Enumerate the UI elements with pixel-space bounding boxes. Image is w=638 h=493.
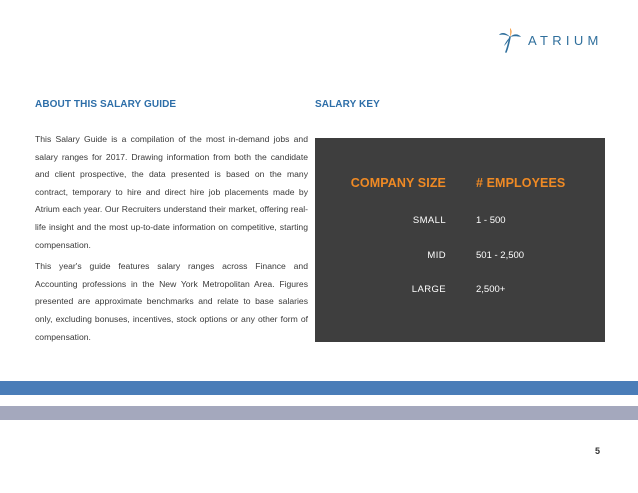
employees-cell: 1 - 500 xyxy=(476,215,506,226)
employees-cell: 2,500+ xyxy=(476,284,506,295)
company-size-cell: MID xyxy=(427,250,446,261)
column-header-company-size: COMPANY SIZE xyxy=(350,176,446,190)
about-paragraph-1: This Salary Guide is a compilation of the most in-demand jobs and salary ranges for 2017. Drawing information from both the candidate and client prospective, the data presented is based on the many contract, temporary to hire and direct hire job placements made by Atrium each year. Our Recruiters understand their market, offering real-life insight and the most up-to-date information on competitive, starting compensation. xyxy=(35,134,308,250)
palm-tree-icon xyxy=(498,27,522,53)
about-heading: ABOUT THIS SALARY GUIDE xyxy=(35,99,177,110)
footer-band-gray xyxy=(0,406,638,420)
about-body xyxy=(35,131,308,346)
about-paragraph-2: This year's guide features salary ranges across Finance and Accounting professions in the New York Metropolitan Area. Figures presented are approximate benchmarks and relate to base salaries only, excluding bonuses, incentives, stock options or any other form of compensation. xyxy=(35,261,308,342)
column-header-employees: # EMPLOYEES xyxy=(476,176,566,190)
table-row xyxy=(315,284,605,304)
salary-key-heading: SALARY KEY xyxy=(315,99,380,110)
logo-wordmark: ATRIUM xyxy=(528,32,603,48)
table-row xyxy=(315,215,605,235)
company-size-cell: LARGE xyxy=(411,284,446,295)
employees-cell: 501 - 2,500 xyxy=(476,250,525,261)
page-number: 5 xyxy=(595,446,601,456)
salary-key-table xyxy=(315,138,605,342)
company-size-cell: SMALL xyxy=(412,215,446,226)
atrium-logo xyxy=(498,27,603,53)
salary-key-header-row xyxy=(315,176,605,196)
table-row xyxy=(315,250,605,270)
footer-band-blue xyxy=(0,381,638,395)
